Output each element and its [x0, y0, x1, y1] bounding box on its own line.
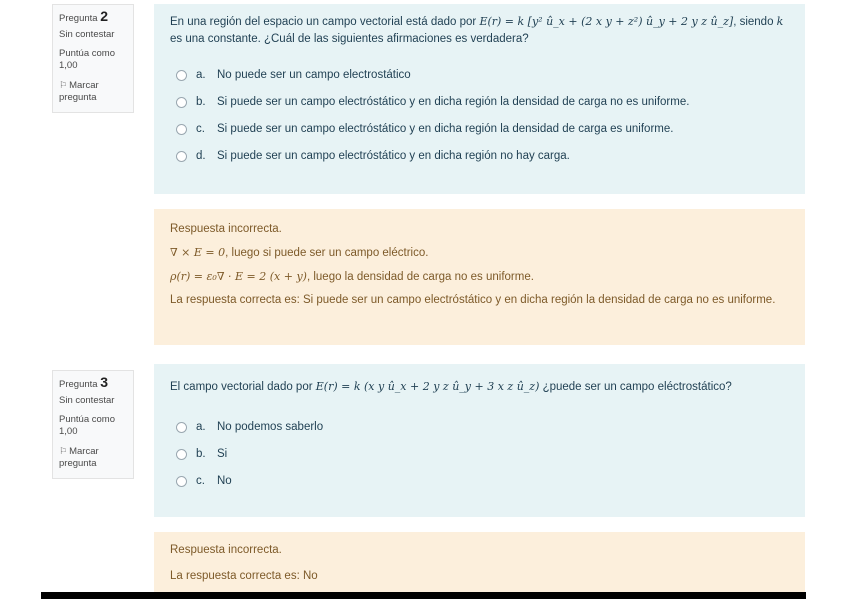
- option-text: No puede ser un campo electrostático: [217, 69, 411, 81]
- stem-formula: E(r) = k [y² û_x + (2 x y + z²) û_y + 2 y z û_z]: [479, 15, 734, 28]
- feedback-line-2: [170, 268, 791, 286]
- stem-text-end: ¿puede ser un campo eléctrostático?: [542, 381, 732, 393]
- score-label: Puntúa como: [59, 414, 115, 425]
- answer-option-a[interactable]: [170, 414, 791, 441]
- question-number: [59, 10, 127, 25]
- flag-question-link[interactable]: [59, 445, 127, 470]
- flag-question-link[interactable]: [59, 79, 127, 104]
- question-number-value: 2: [100, 8, 108, 24]
- flag-question-label: Marcar pregunta: [59, 446, 99, 469]
- question-number-label: Pregunta: [59, 13, 98, 24]
- feedback-panel-2: [154, 209, 805, 345]
- feedback-formula-2: ρ(r) = ε₀∇ · E = 2 (x + y): [170, 270, 307, 283]
- option-letter: a.: [196, 421, 206, 433]
- option-letter: c.: [196, 123, 205, 135]
- question-content-2: [154, 4, 805, 194]
- flag-icon: ⚐: [59, 80, 68, 90]
- stem-formula: E(r) = k (x y û_x + 2 y z û_y + 3 x z û_z): [315, 380, 540, 393]
- feedback-text-1: , luego si puede ser un campo eléctrico.: [225, 247, 429, 259]
- flag-icon: ⚐: [59, 446, 68, 456]
- option-letter: b.: [196, 448, 206, 460]
- stem-text-end: es una constante. ¿Cuál de las siguientes afirmaciones es verdadera?: [170, 33, 529, 45]
- stem-text: El campo vectorial dado por: [170, 381, 313, 393]
- feedback-line-1: [170, 244, 791, 262]
- answer-option-a[interactable]: [170, 62, 791, 89]
- question-info-3: [52, 370, 134, 479]
- feedback-formula-1: ∇ × E = 0: [170, 246, 226, 259]
- question-number: [59, 376, 127, 391]
- option-text: Si puede ser un campo electróstático y en dicha región la densidad de carga no es uniforme.: [217, 96, 690, 108]
- feedback-result: Respuesta incorrecta.: [170, 544, 282, 556]
- answer-option-d[interactable]: [170, 143, 791, 170]
- question-content-3: [154, 364, 805, 517]
- radio-button[interactable]: [176, 422, 187, 433]
- option-text: No: [217, 475, 232, 487]
- answer-option-c[interactable]: [170, 116, 791, 143]
- option-text: Si: [217, 448, 228, 460]
- feedback-panel-3: [154, 532, 805, 592]
- question-status: Sin contestar: [59, 395, 115, 406]
- radio-button[interactable]: [176, 70, 187, 81]
- question-stem: [170, 13, 791, 48]
- option-text: Si puede ser un campo electróstático y en dicha región no hay carga.: [217, 150, 570, 162]
- radio-button[interactable]: [176, 476, 187, 487]
- radio-button[interactable]: [176, 151, 187, 162]
- question-info-2: [52, 4, 134, 113]
- option-letter: c.: [196, 475, 205, 487]
- feedback-text-2: , luego la densidad de carga no es uniforme.: [306, 271, 534, 283]
- option-letter: b.: [196, 96, 206, 108]
- stem-text: En una región del espacio un campo vectorial está dado por: [170, 16, 477, 28]
- answer-option-c[interactable]: [170, 468, 791, 495]
- flag-question-label: Marcar pregunta: [59, 80, 99, 103]
- radio-button[interactable]: [176, 97, 187, 108]
- feedback-correct-answer: La respuesta correcta es: Si puede ser un campo electróstático y en dicha región la densidad de carga no es uniforme.: [170, 294, 776, 306]
- question-status: Sin contestar: [59, 29, 115, 40]
- question-number-value: 3: [100, 374, 108, 390]
- score-label: Puntúa como: [59, 48, 115, 59]
- feedback-correct-answer: La respuesta correcta es: No: [170, 570, 318, 582]
- stem-constant: k: [776, 15, 784, 28]
- stem-text-mid: , siendo: [733, 16, 774, 28]
- option-text: No podemos saberlo: [217, 421, 324, 433]
- radio-button[interactable]: [176, 449, 187, 460]
- option-text: Si puede ser un campo electróstático y en dicha región la densidad de carga es uniforme.: [217, 123, 674, 135]
- question-stem: [170, 378, 791, 396]
- score-value: 1,00: [59, 60, 78, 71]
- bottom-bar: [41, 592, 806, 599]
- option-letter: d.: [196, 150, 206, 162]
- feedback-result: Respuesta incorrecta.: [170, 223, 282, 235]
- score-value: 1,00: [59, 426, 78, 437]
- question-number-label: Pregunta: [59, 379, 98, 390]
- answer-option-b[interactable]: [170, 89, 791, 116]
- answer-option-b[interactable]: [170, 441, 791, 468]
- radio-button[interactable]: [176, 124, 187, 135]
- option-letter: a.: [196, 69, 206, 81]
